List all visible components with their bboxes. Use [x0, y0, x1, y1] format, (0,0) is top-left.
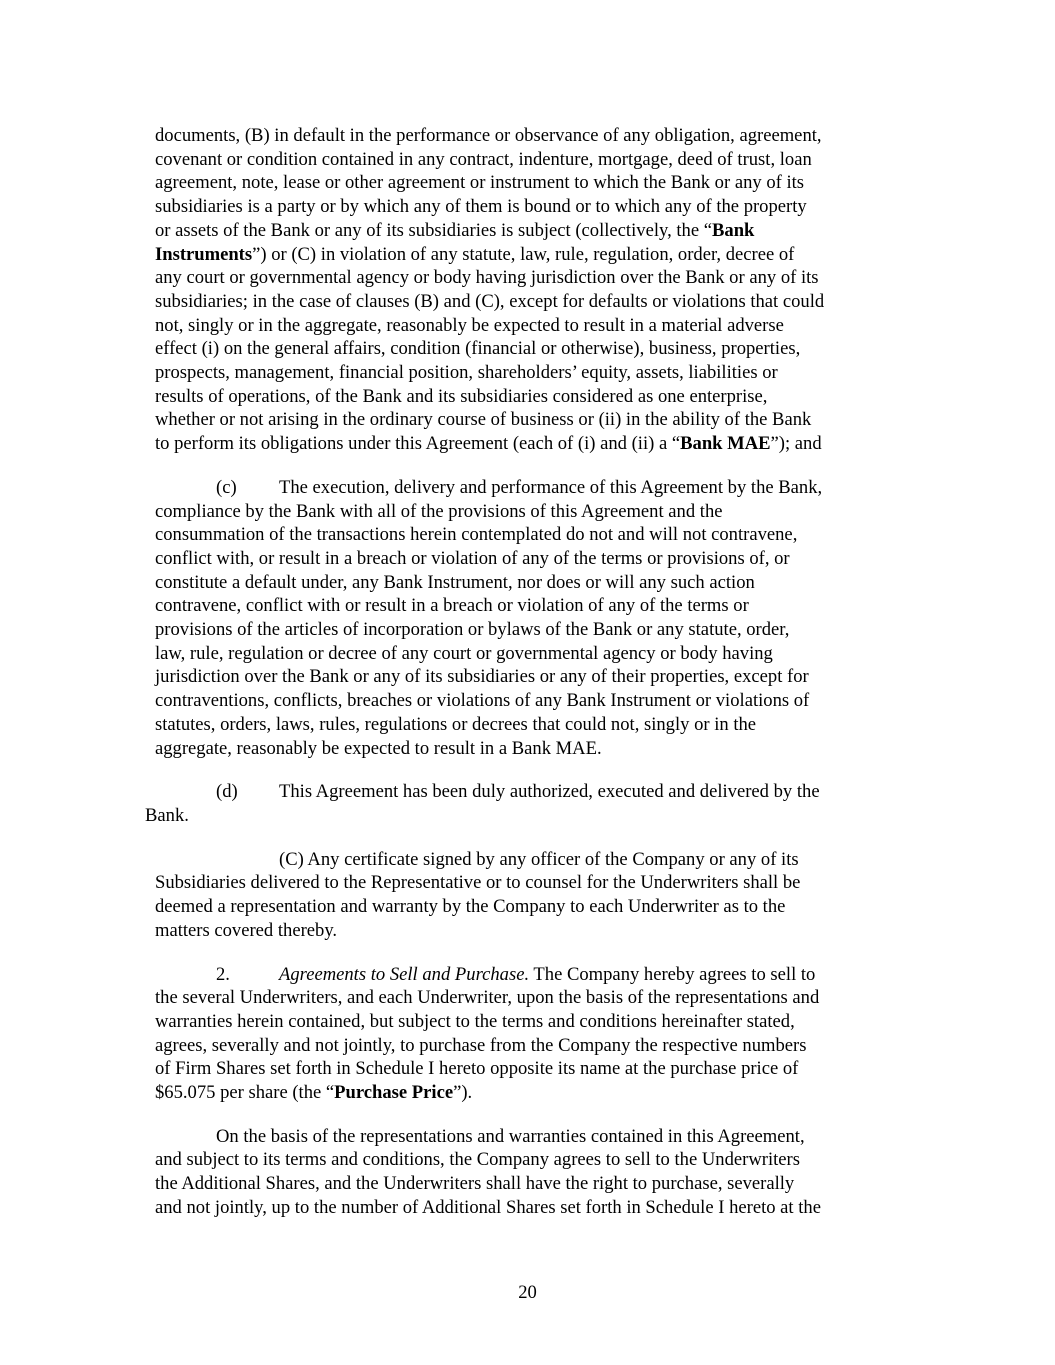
- section-heading: Agreements to Sell and Purchase.: [279, 963, 530, 985]
- text-line: contraventions, conflicts, breaches or violations of any Bank Instrument or violations of: [155, 690, 810, 712]
- text-line: contravene, conflict with or result in a breach or violation of any of the terms or: [155, 595, 749, 617]
- page-number: 20: [518, 1282, 537, 1303]
- text-segment: On the basis of the representations and warranties contained in this Agreement,: [216, 1125, 805, 1147]
- text-line: [155, 1081, 900, 1105]
- text-line: constitute a default under, any Bank Instrument, nor does or will any such action: [155, 571, 755, 593]
- text-line: not, singly or in the aggregate, reasonably be expected to result in a material adverse: [155, 314, 784, 336]
- text-line: the several Underwriters, and each Underwriter, upon the basis of the representations and: [155, 987, 820, 1009]
- text-line: and subject to its terms and conditions, the Company agrees to sell to the Underwriters: [155, 1149, 800, 1171]
- paragraph-d: [145, 780, 900, 827]
- clause-label: (c): [216, 476, 237, 498]
- paragraph-certificate: [155, 848, 900, 943]
- text-segment: This Agreement has been duly authorized, executed and delivered by the: [279, 781, 820, 803]
- section-number: 2.: [216, 963, 230, 985]
- text-line: conflict with, or result in a breach or violation of any of the terms or provisions of, or: [155, 547, 790, 569]
- paragraph-b-continuation: [155, 124, 900, 456]
- defined-term: Bank: [712, 219, 755, 241]
- text-segment: or assets of the Bank or any of its subsidiaries is subject (collectively, the “: [155, 219, 712, 241]
- text-line: and not jointly, up to the number of Additional Shares set forth in Schedule I hereto at the: [155, 1196, 821, 1218]
- defined-term: Bank MAE: [680, 433, 771, 455]
- text-line: agreement, note, lease or other agreement or instrument to which the Bank or any of its: [155, 172, 805, 194]
- text-line: provisions of the articles of incorporation or bylaws of the Bank or any statute, order,: [155, 619, 790, 641]
- text-line: subsidiaries; in the case of clauses (B) and (C), except for defaults or violations that could: [155, 290, 825, 312]
- paragraph-additional-shares: [155, 1125, 900, 1220]
- text-line: [155, 476, 900, 500]
- text-line: any court or governmental agency or body having jurisdiction over the Bank or any of its: [155, 267, 819, 289]
- text-line: deemed a representation and warranty by the Company to each Underwriter as to the: [155, 896, 786, 918]
- text-line: [155, 963, 900, 987]
- section-2-agreements: [155, 963, 900, 1105]
- document-page: [145, 124, 900, 1240]
- text-line: [155, 432, 900, 456]
- defined-term: Purchase Price: [334, 1082, 454, 1104]
- text-line: compliance by the Bank with all of the provisions of this Agreement and the: [155, 500, 723, 522]
- text-line: covenant or condition contained in any contract, indenture, mortgage, deed of trust, loan: [155, 148, 812, 170]
- text-line: matters covered thereby.: [155, 919, 338, 941]
- text-line: effect (i) on the general affairs, condition (financial or otherwise), business, properties,: [155, 338, 801, 360]
- text-segment: (C) Any certificate signed by any officer of the Company or any of its: [279, 848, 799, 870]
- text-line: [155, 780, 900, 804]
- text-line: Bank.: [145, 804, 189, 826]
- text-segment: to perform its obligations under this Agreement (each of (i) and (ii) a “: [155, 433, 681, 455]
- text-line: [155, 1125, 900, 1149]
- text-line: warranties herein contained, but subject to the terms and conditions hereinafter stated,: [155, 1010, 795, 1032]
- text-segment: The execution, delivery and performance of this Agreement by the Bank,: [279, 476, 823, 498]
- text-line: of Firm Shares set forth in Schedule I hereto opposite its name at the purchase price of: [155, 1058, 799, 1080]
- text-line: Subsidiaries delivered to the Representative or to counsel for the Underwriters shall be: [155, 872, 801, 894]
- text-segment: The Company hereby agrees to sell to: [529, 963, 816, 985]
- clause-label: (d): [216, 781, 238, 803]
- text-line: [155, 848, 900, 872]
- text-line: [155, 219, 900, 243]
- text-line: aggregate, reasonably be expected to result in a Bank MAE.: [155, 737, 602, 759]
- text-segment: ”).: [453, 1082, 473, 1104]
- text-line: statutes, orders, laws, rules, regulations or decrees that could not, singly or in the: [155, 713, 757, 735]
- text-line: law, rule, regulation or decree of any court or governmental agency or body having: [155, 642, 773, 664]
- text-line: consummation of the transactions herein contemplated do not and will not contravene,: [155, 524, 798, 546]
- text-line: the Additional Shares, and the Underwriters shall have the right to purchase, severally: [155, 1173, 795, 1195]
- paragraph-c: [155, 476, 900, 760]
- text-line: documents, (B) in default in the performance or observance of any obligation, agreement,: [155, 125, 822, 146]
- text-line: [155, 243, 900, 267]
- text-line: prospects, management, financial position, shareholders’ equity, assets, liabilities or: [155, 362, 778, 384]
- text-line: subsidiaries is a party or by which any of them is bound or to which any of the property: [155, 196, 807, 218]
- text-line: whether or not arising in the ordinary course of business or (ii) in the ability of the Bank: [155, 409, 812, 431]
- text-segment: ”); and: [770, 433, 822, 455]
- text-line: results of operations, of the Bank and its subsidiaries considered as one enterprise,: [155, 385, 768, 407]
- text-segment: $65.075 per share (the “: [155, 1082, 335, 1104]
- text-line: jurisdiction over the Bank or any of its subsidiaries or any of their properties, except for: [155, 666, 809, 688]
- text-segment: ”) or (C) in violation of any statute, law, rule, regulation, order, decree of: [252, 243, 795, 265]
- defined-term: Instruments: [155, 243, 253, 265]
- text-line: agrees, severally and not jointly, to purchase from the Company the respective numbers: [155, 1034, 807, 1056]
